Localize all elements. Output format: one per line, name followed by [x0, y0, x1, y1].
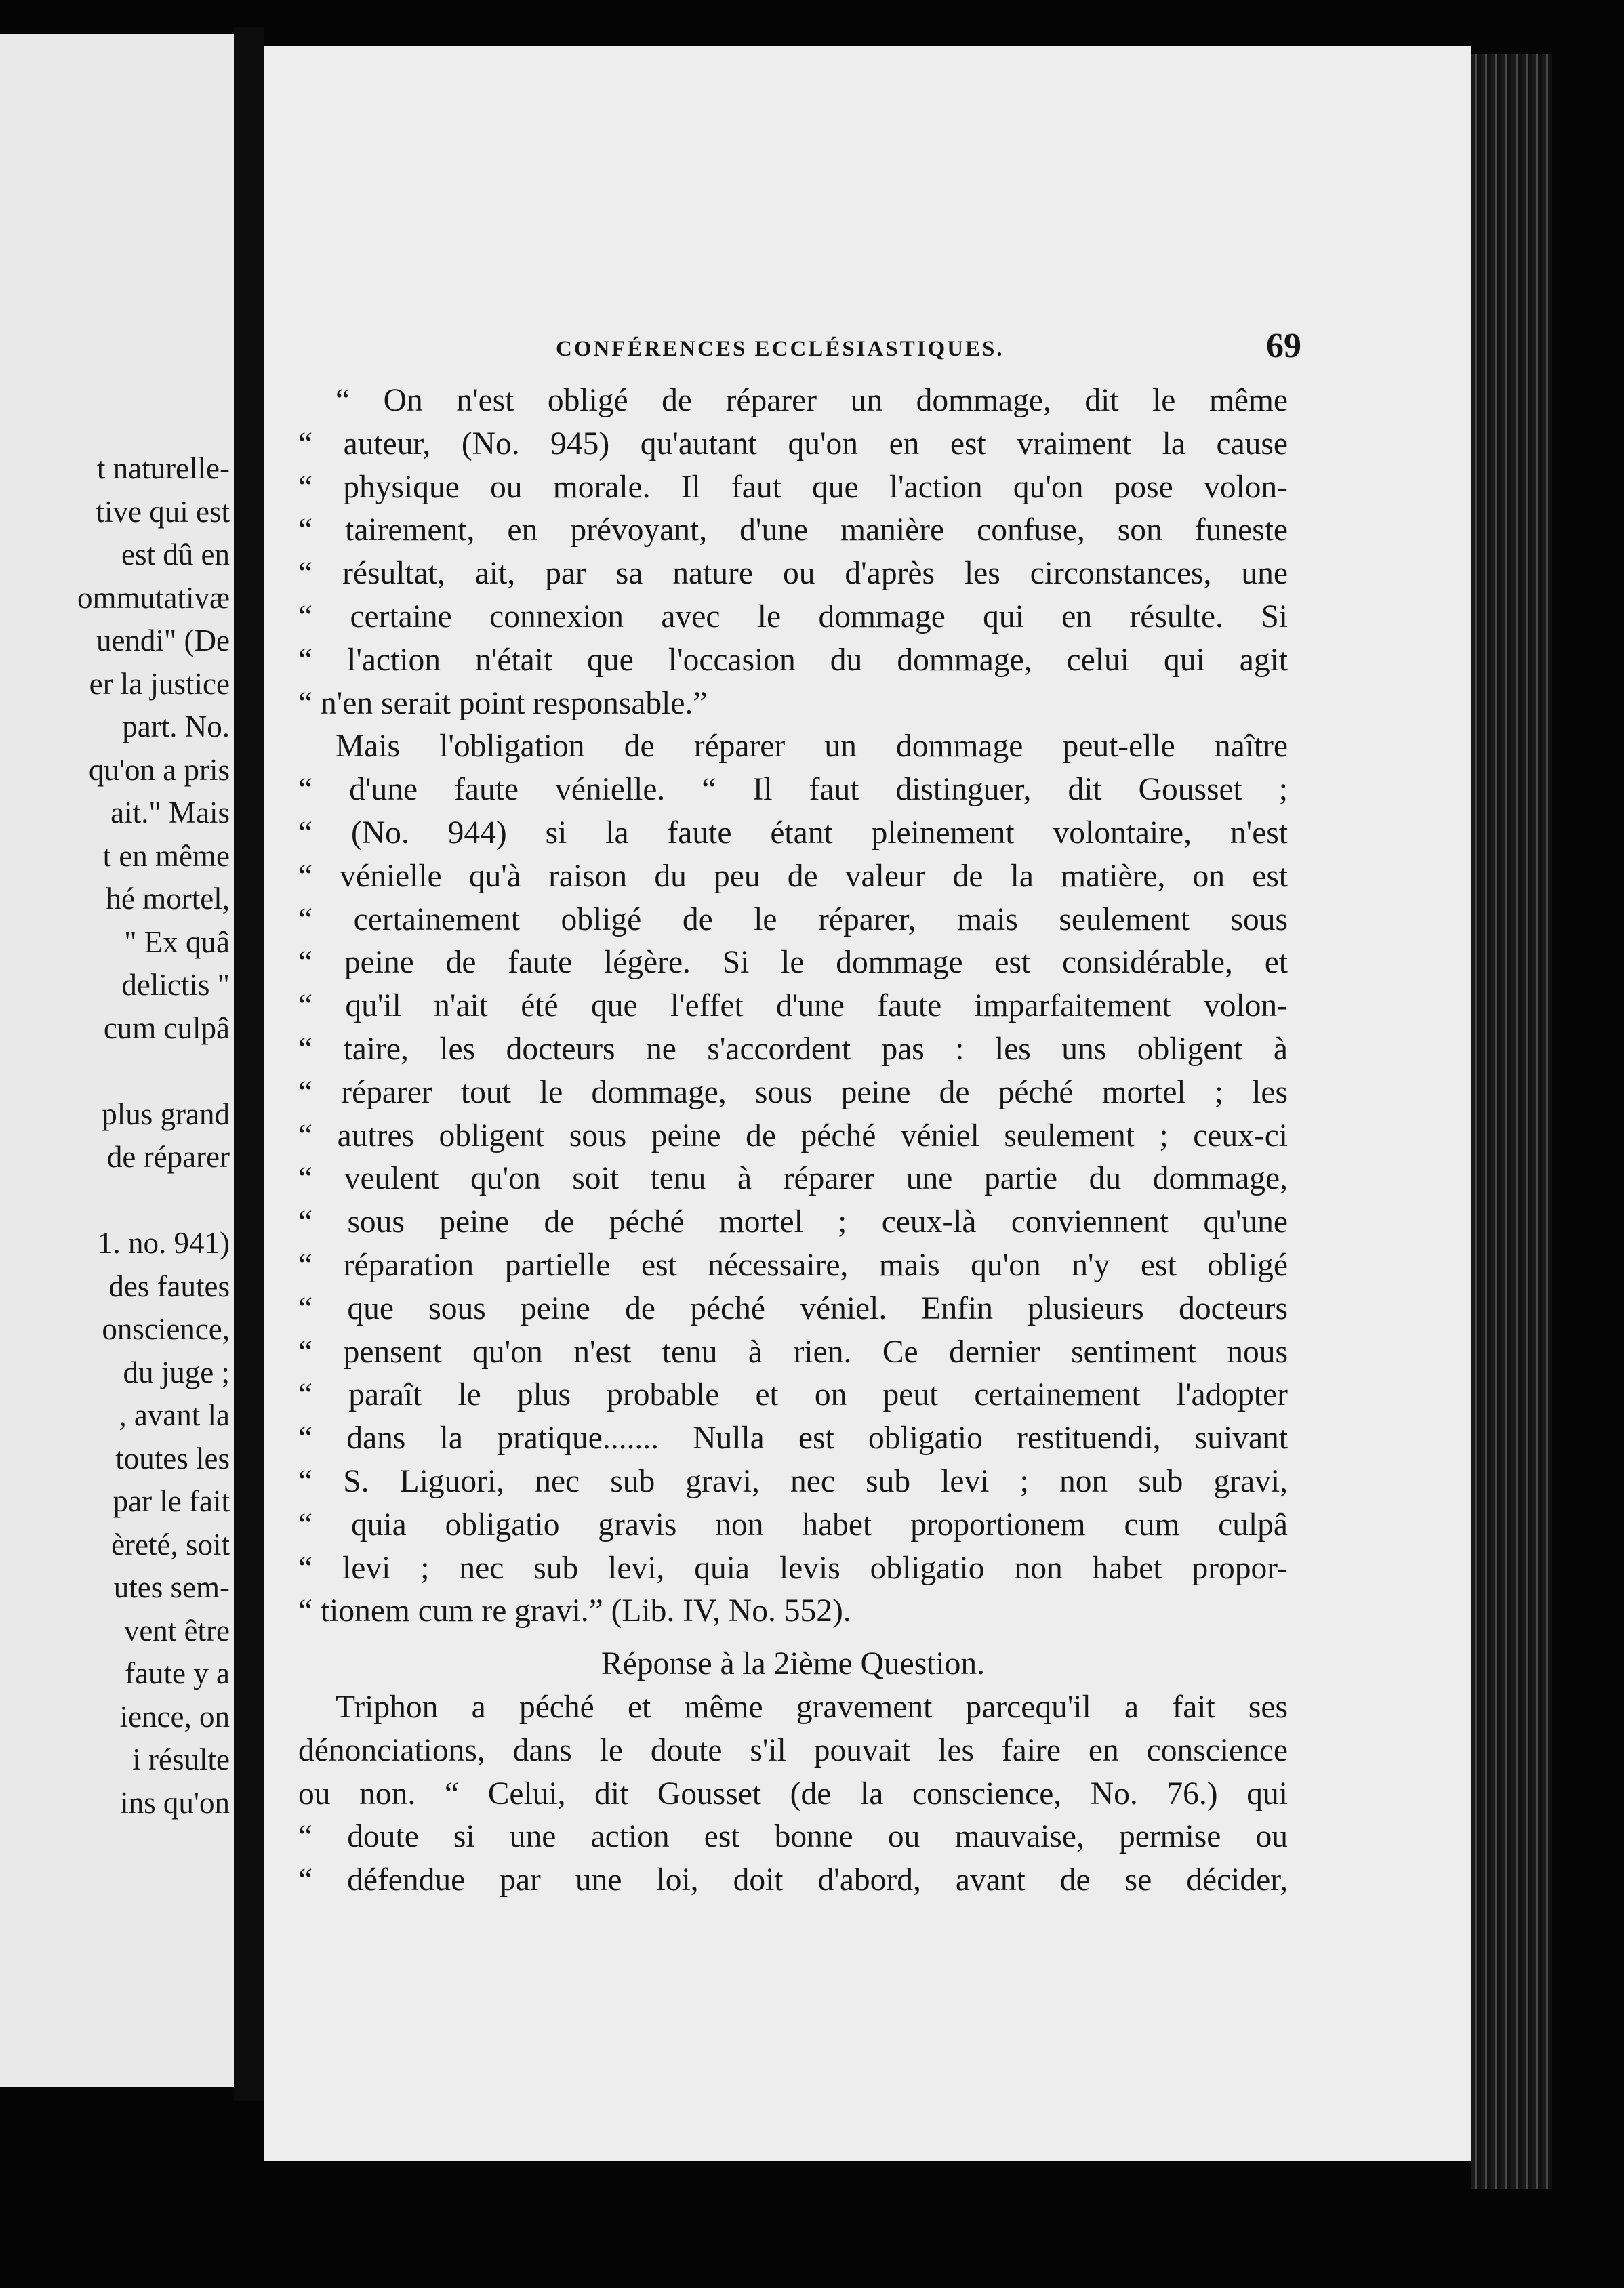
text-line: “ tairement, en prévoyant, d'une manière confuse, son funeste — [298, 512, 1288, 548]
text-line: Triphon a péché et même gravement parcequ'il a fait ses — [336, 1689, 1288, 1725]
book-gutter — [234, 27, 264, 2101]
facing-page-line: i résulte — [132, 1742, 230, 1776]
text-line: “ autres obligent sous peine de péché véniel seulement ; ceux-ci — [298, 1118, 1288, 1153]
book-page-edges — [1471, 54, 1552, 2189]
text-line: “ veulent qu'on soit tenu à réparer une partie du dommage, — [298, 1161, 1288, 1197]
text-line: “ sous peine de péché mortel ; ceux-là conviennent qu'une — [298, 1204, 1288, 1240]
facing-page-line: uendi" (De — [96, 624, 230, 657]
text-line: “ résultat, ait, par sa nature ou d'après les circonstances, une — [298, 556, 1288, 592]
facing-page-line: par le fait — [113, 1484, 230, 1518]
text-line: dénonciations, dans le doute s'il pouvait les faire en conscience — [298, 1732, 1288, 1768]
text-line: “ certaine connexion avec le dommage qui en résulte. Si — [298, 598, 1288, 634]
text-line: “ (No. 944) si la faute étant pleinement volontaire, n'est — [298, 815, 1288, 851]
facing-page-line: vent être — [123, 1613, 230, 1648]
text-line: “ peine de faute légère. Si le dommage est considérable, et — [298, 945, 1288, 981]
page-number: 69 — [1266, 327, 1301, 365]
section-heading: Réponse à la 2ième Question. — [601, 1646, 985, 1682]
text-line: “ taire, les docteurs ne s'accordent pas : les uns obligent à — [298, 1031, 1288, 1067]
page-header — [298, 322, 1301, 376]
text-line: “ dans la pratique....... Nulla est obligatio restituendi, suivant — [298, 1421, 1288, 1456]
facing-page-line: de réparer — [106, 1140, 230, 1174]
facing-page-line: " Ex quâ — [124, 924, 230, 959]
text-line: “ réparer tout le dommage, sous peine de péché mortel ; les — [298, 1074, 1288, 1110]
text-line: “ certainement obligé de le réparer, mais seulement sous — [298, 901, 1288, 937]
facing-page-text — [0, 447, 230, 1824]
facing-page-line — [0, 1050, 230, 1093]
facing-page-left — [0, 34, 234, 2087]
facing-page-line: du juge ; — [123, 1355, 230, 1389]
text-line: “ S. Liguori, nec sub gravi, nec sub levi ; non sub gravi, — [298, 1463, 1288, 1499]
text-line: Mais l'obligation de réparer un dommage peut-elle naître — [336, 729, 1288, 764]
facing-page-line: , avant la — [119, 1398, 230, 1432]
facing-page-line: cum culpâ — [103, 1010, 230, 1045]
text-line: “ d'une faute vénielle. “ Il faut distinguer, dit Gousset ; — [298, 772, 1288, 808]
facing-page-line: faute y a — [125, 1656, 230, 1690]
facing-page-line: 1. no. 941) — [98, 1226, 230, 1260]
facing-page-line: part. No. — [122, 710, 230, 743]
text-line: “ qu'il n'ait été que l'effet d'une faute imparfaitement volon- — [298, 988, 1288, 1024]
text-line: “ pensent qu'on n'est tenu à rien. Ce dernier sentiment nous — [298, 1334, 1288, 1370]
facing-page-line: ommutativæ — [77, 580, 230, 615]
text-line: “ paraît le plus probable et on peut certainement l'adopter — [298, 1377, 1288, 1413]
text-line: “ quia obligatio gravis non habet proportionem cum culpâ — [298, 1507, 1288, 1543]
facing-page-line: tive qui est — [96, 494, 230, 529]
text-line: “ défendue par une loi, doit d'abord, avant de se décider, — [298, 1862, 1288, 1898]
facing-page-line — [0, 1179, 230, 1223]
text-line: “ levi ; nec sub levi, quia levis obligatio non habet propor- — [298, 1550, 1288, 1586]
text-line: “ On n'est obligé de réparer un dommage, dit le même — [336, 383, 1288, 418]
facing-page-line: ait." Mais — [110, 796, 230, 830]
facing-page-line: hé mortel, — [106, 882, 230, 916]
facing-page-line: plus grand — [102, 1097, 230, 1131]
facing-page-line: t en même — [102, 838, 230, 873]
text-line: “ vénielle qu'à raison du peu de valeur de la matière, on est — [298, 858, 1288, 894]
facing-page-line: èreté, soit — [111, 1527, 230, 1561]
facing-page-line: er la justice — [89, 666, 230, 701]
text-line: “ tionem cum re gravi.” (Lib. IV, No. 552). — [298, 1593, 851, 1629]
page-body-text — [298, 380, 1288, 1902]
facing-page-line: t naturelle- — [96, 451, 230, 485]
facing-page-line: des fautes — [108, 1269, 230, 1303]
facing-page-line: toutes les — [115, 1441, 230, 1475]
facing-page-line: qu'on a pris — [88, 752, 230, 787]
text-line: “ n'en serait point responsable.” — [298, 685, 708, 721]
text-line: “ auteur, (No. 945) qu'autant qu'on en est vraiment la cause — [298, 426, 1288, 462]
text-line: “ doute si une action est bonne ou mauvaise, permise ou — [298, 1819, 1288, 1855]
heading-spacer — [298, 1633, 1288, 1643]
text-line: ou non. “ Celui, dit Gousset (de la conscience, No. 76.) qui — [298, 1776, 1288, 1812]
facing-page-line: ience, on — [119, 1699, 230, 1734]
facing-page-line: onscience, — [102, 1312, 230, 1346]
text-line: “ que sous peine de péché véniel. Enfin plusieurs docteurs — [298, 1290, 1288, 1326]
facing-page-line: delictis " — [121, 968, 230, 1002]
running-head: CONFÉRENCES ECCLÉSIASTIQUES. — [556, 337, 1004, 361]
text-line: “ réparation partielle est nécessaire, mais qu'on n'y est obligé — [298, 1247, 1288, 1283]
text-line: “ l'action n'était que l'occasion du dommage, celui qui agit — [298, 642, 1288, 678]
facing-page-line: ins qu'on — [120, 1785, 230, 1820]
facing-page-line: utes sem- — [113, 1570, 230, 1604]
facing-page-line: est dû en — [121, 537, 230, 571]
text-line: “ physique ou morale. Il faut que l'action qu'on pose volon- — [298, 469, 1288, 505]
